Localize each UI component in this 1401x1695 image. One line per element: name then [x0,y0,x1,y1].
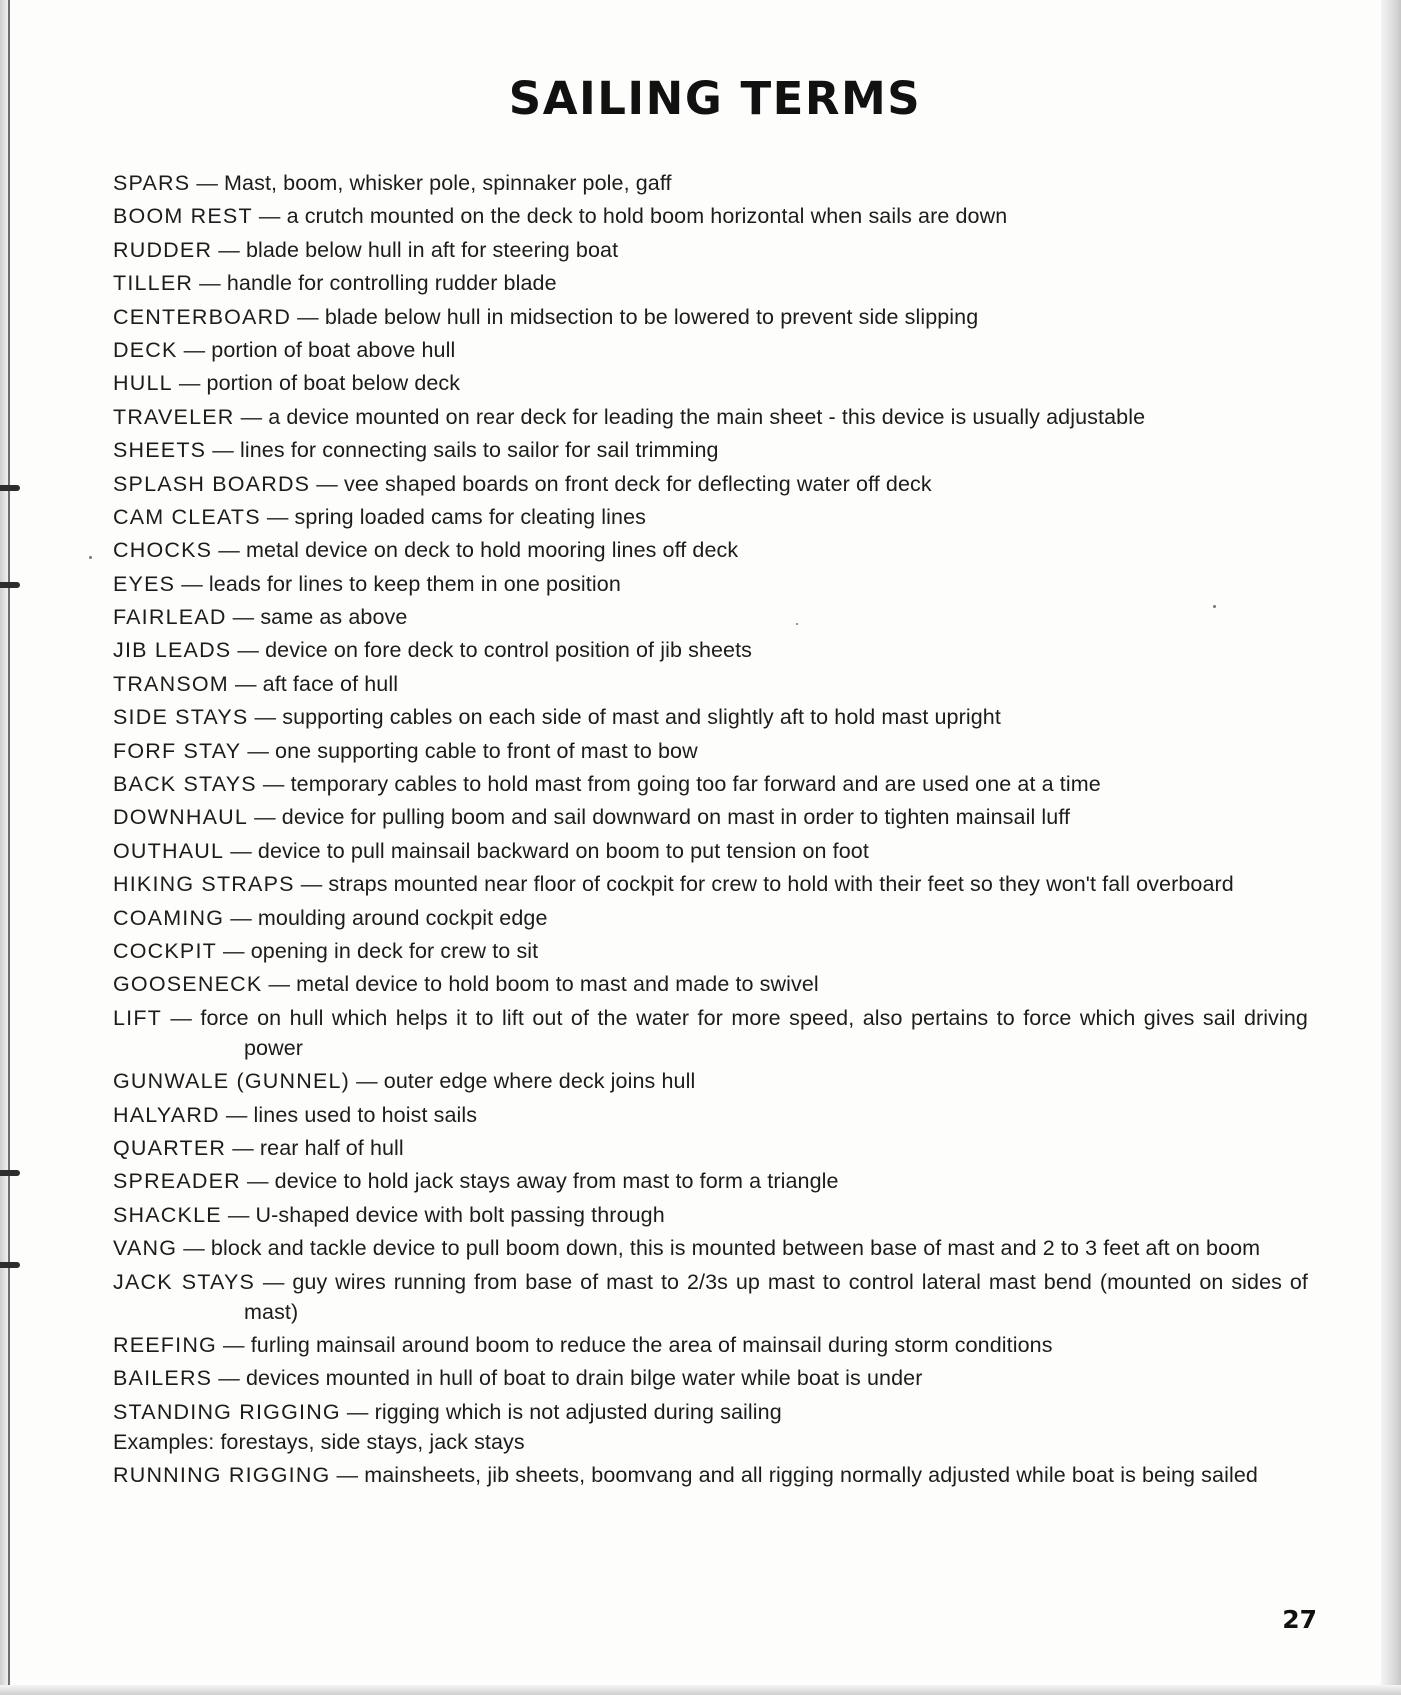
term-definition: device to pull mainsail backward on boom to put tension on foot [257,838,869,863]
glossary-entry [113,435,1308,465]
term-name: BACK STAYS [113,772,257,797]
glossary-entry [113,702,1308,732]
page-curl-edge [1381,0,1401,1695]
term-definition: block and tackle device to pull boom down, this is mounted between base of mast and 2 to 3 feet aft on boom [210,1236,1261,1261]
term-separator: — [224,905,258,930]
term-definition: rigging which is not adjusted during sailing [374,1399,782,1424]
term-definition: metal device to hold boom to mast and made to swivel [296,972,819,997]
term-definition: opening in deck for crew to sit [250,938,539,963]
term-name: CHOCKS [113,538,213,563]
binding-rule [8,0,10,1695]
term-definition: moulding around cockpit edge [257,905,548,930]
term-definition: device on fore deck to control position of jib sheets [265,638,753,663]
glossary-entry [113,602,1308,632]
glossary-entry [113,335,1308,365]
term-definition: a crutch mounted on the deck to hold boom horizontal when sails are down [286,204,1008,229]
term-name: SIDE STAYS [113,705,249,730]
term-separator: — [190,171,225,195]
term-separator: — [294,872,329,897]
term-separator: — [255,1269,293,1294]
glossary-entry [113,1233,1308,1263]
term-name: STANDING RIGGING [113,1399,341,1424]
glossary-entry [113,769,1308,799]
glossary-entry [113,535,1308,565]
glossary-entry [113,402,1308,432]
term-definition: blade below hull in midsection to be lowered to prevent side slipping [324,304,979,329]
term-separator: — [240,1169,275,1194]
glossary-list [113,168,1308,1493]
term-definition: outer edge where deck joins hull [383,1069,696,1094]
term-name: SPARS [113,171,191,195]
term-separator: — [177,337,212,362]
glossary-entry [113,669,1308,699]
term-separator: — [241,738,276,763]
term-name: HULL [113,371,173,396]
glossary-entry [113,235,1308,265]
term-separator: — [226,1135,260,1160]
glossary-entry [113,903,1308,933]
term-definition: supporting cables on each side of mast and slightly aft to hold mast upright [282,705,1001,730]
term-definition: furling mainsail around boom to reduce the area of mainsail during storm conditions [250,1332,1053,1357]
term-name: GOOSENECK [113,972,263,997]
term-definition: Mast, boom, whisker pole, spinnaker pole, gaff [224,171,672,195]
term-definition: lines for connecting sails to sailor for sail trimming [239,438,719,463]
term-name: SHACKLE [113,1202,222,1227]
term-separator: — [330,1463,365,1488]
term-name: BAILERS [113,1366,213,1391]
glossary-entry [113,1133,1308,1163]
glossary-entry [113,936,1308,966]
term-definition: blade below hull in aft for steering boat [245,237,619,262]
glossary-entry [113,1267,1308,1327]
term-definition: mainsheets, jib sheets, boomvang and all rigging normally adjusted while boat is being sailed [364,1463,1258,1488]
term-definition: portion of boat below deck [206,371,461,396]
term-separator: — [212,1366,246,1391]
term-name: RUDDER [113,237,213,262]
term-definition: devices mounted in hull of boat to drain bilge water while boat is under [245,1366,923,1391]
term-definition: spring loaded cams for cleating lines [294,504,647,529]
term-definition: U-shaped device with bolt passing through [255,1202,665,1227]
term-name: RUNNING RIGGING [113,1463,331,1488]
term-name: TRANSOM [113,671,229,696]
term-definition: one supporting cable to front of mast to bow [275,738,698,763]
term-name: DOWNHAUL [113,805,249,830]
term-name: REEFING [113,1332,217,1357]
glossary-entry [113,635,1308,665]
term-definition: aft face of hull [262,671,399,696]
term-definition: vee shaped boards on front deck for deflecting water off deck [343,471,932,496]
glossary-entry [113,1397,1308,1457]
term-definition: metal device on deck to hold mooring lines off deck [245,538,739,563]
term-name: FAIRLEAD [113,605,227,630]
glossary-entry [113,1166,1308,1196]
term-separator: — [226,605,261,630]
glossary-entry [113,268,1308,298]
term-definition: straps mounted near floor of cockpit for crew to hold with their feet so they won't fall overboard [328,872,1234,897]
binder-staple [0,582,20,588]
term-separator: — [291,304,325,329]
glossary-entry [113,502,1308,532]
term-separator: — [177,1236,211,1261]
term-name: JACK STAYS [113,1269,256,1294]
term-separator: — [262,972,297,997]
term-definition: force on hull which helps it to lift out of the water for more speed, also pertains to force which gives sail driving power [200,1005,1308,1060]
term-separator: — [248,705,283,730]
term-name: FORF STAY [113,738,242,763]
glossary-entry [113,168,1308,198]
page-number: 27 [1282,1605,1317,1634]
term-name: LIFT [113,1005,162,1030]
term-definition: temporary cables to hold mast from going too far forward and are used one at a time [290,772,1101,797]
term-definition: rear half of hull [259,1135,404,1160]
page-title: SAILING TERMS [508,72,922,125]
term-separator: — [206,438,240,463]
term-examples: Examples: forestays, side stays, jack stays [113,1429,525,1454]
glossary-entry [113,1330,1308,1360]
term-definition: lines used to hoist sails [253,1102,478,1127]
term-definition: handle for controlling rudder blade [226,271,557,296]
glossary-entry [113,1460,1308,1490]
glossary-entry [113,302,1308,332]
term-name: OUTHAUL [113,838,225,863]
glossary-entry [113,201,1308,231]
binder-staple [0,485,20,491]
term-name: BOOM REST [113,204,253,229]
term-separator: — [193,271,227,296]
term-name: CENTERBOARD [113,304,292,329]
binder-staple [0,1262,20,1268]
term-separator: — [310,471,344,496]
term-name: VANG [113,1236,178,1261]
term-name: SPREADER [113,1169,241,1194]
term-separator: — [256,772,291,797]
glossary-entry [113,1363,1308,1393]
term-separator: — [216,938,251,963]
term-name: COAMING [113,905,225,930]
term-name: EYES [113,571,176,596]
term-separator: — [212,237,246,262]
glossary-entry [113,469,1308,499]
glossary-entry [113,1200,1308,1230]
term-name: COCKPIT [113,938,217,963]
term-name: CAM CLEATS [113,504,261,529]
term-separator: — [175,571,209,596]
term-separator: — [224,838,258,863]
term-separator: — [212,538,246,563]
term-separator: — [260,504,295,529]
term-definition: leads for lines to keep them in one position [208,571,621,596]
term-separator: — [234,404,269,429]
term-name: HIKING STRAPS [113,872,295,897]
term-definition: guy wires running from base of mast to 2/3s up mast to control lateral mast bend (mounted on sides of mast) [244,1269,1308,1324]
glossary-entry [113,836,1308,866]
term-name: GUNWALE (GUNNEL) [113,1069,351,1094]
term-name: TRAVELER [113,404,235,429]
term-separator: — [350,1069,384,1094]
glossary-entry [113,969,1308,999]
glossary-entry [113,1003,1308,1063]
glossary-entry [113,1066,1308,1096]
term-definition: device for pulling boom and sail downward on mast in order to tighten mainsail luff [281,805,1071,830]
term-name: QUARTER [113,1135,227,1160]
glossary-entry [113,1100,1308,1130]
term-separator: — [228,671,263,696]
term-separator: — [248,805,282,830]
term-separator: — [231,638,266,663]
term-separator: — [172,371,207,396]
term-separator: — [219,1102,254,1127]
term-separator: — [340,1399,375,1424]
glossary-entry [113,736,1308,766]
glossary-entry [113,802,1308,832]
glossary-entry [113,569,1308,599]
term-separator: — [252,204,287,229]
term-name: DECK [113,337,178,362]
term-name: SHEETS [113,438,207,463]
print-speck [89,556,92,559]
term-separator: — [162,1005,201,1030]
term-name: HALYARD [113,1102,220,1127]
term-name: TILLER [113,271,194,296]
term-definition: a device mounted on rear deck for leading the main sheet - this device is usually adjustable [268,404,1146,429]
term-definition: device to hold jack stays away from mast to form a triangle [274,1169,839,1194]
page-bottom-edge [0,1685,1401,1695]
binder-staple [0,1170,20,1176]
term-definition: portion of boat above hull [211,337,456,362]
glossary-entry [113,869,1308,899]
term-definition: same as above [260,605,408,630]
term-separator: — [216,1332,251,1357]
term-name: JIB LEADS [113,638,232,663]
term-separator: — [221,1202,256,1227]
term-name: SPLASH BOARDS [113,471,311,496]
glossary-entry [113,368,1308,398]
